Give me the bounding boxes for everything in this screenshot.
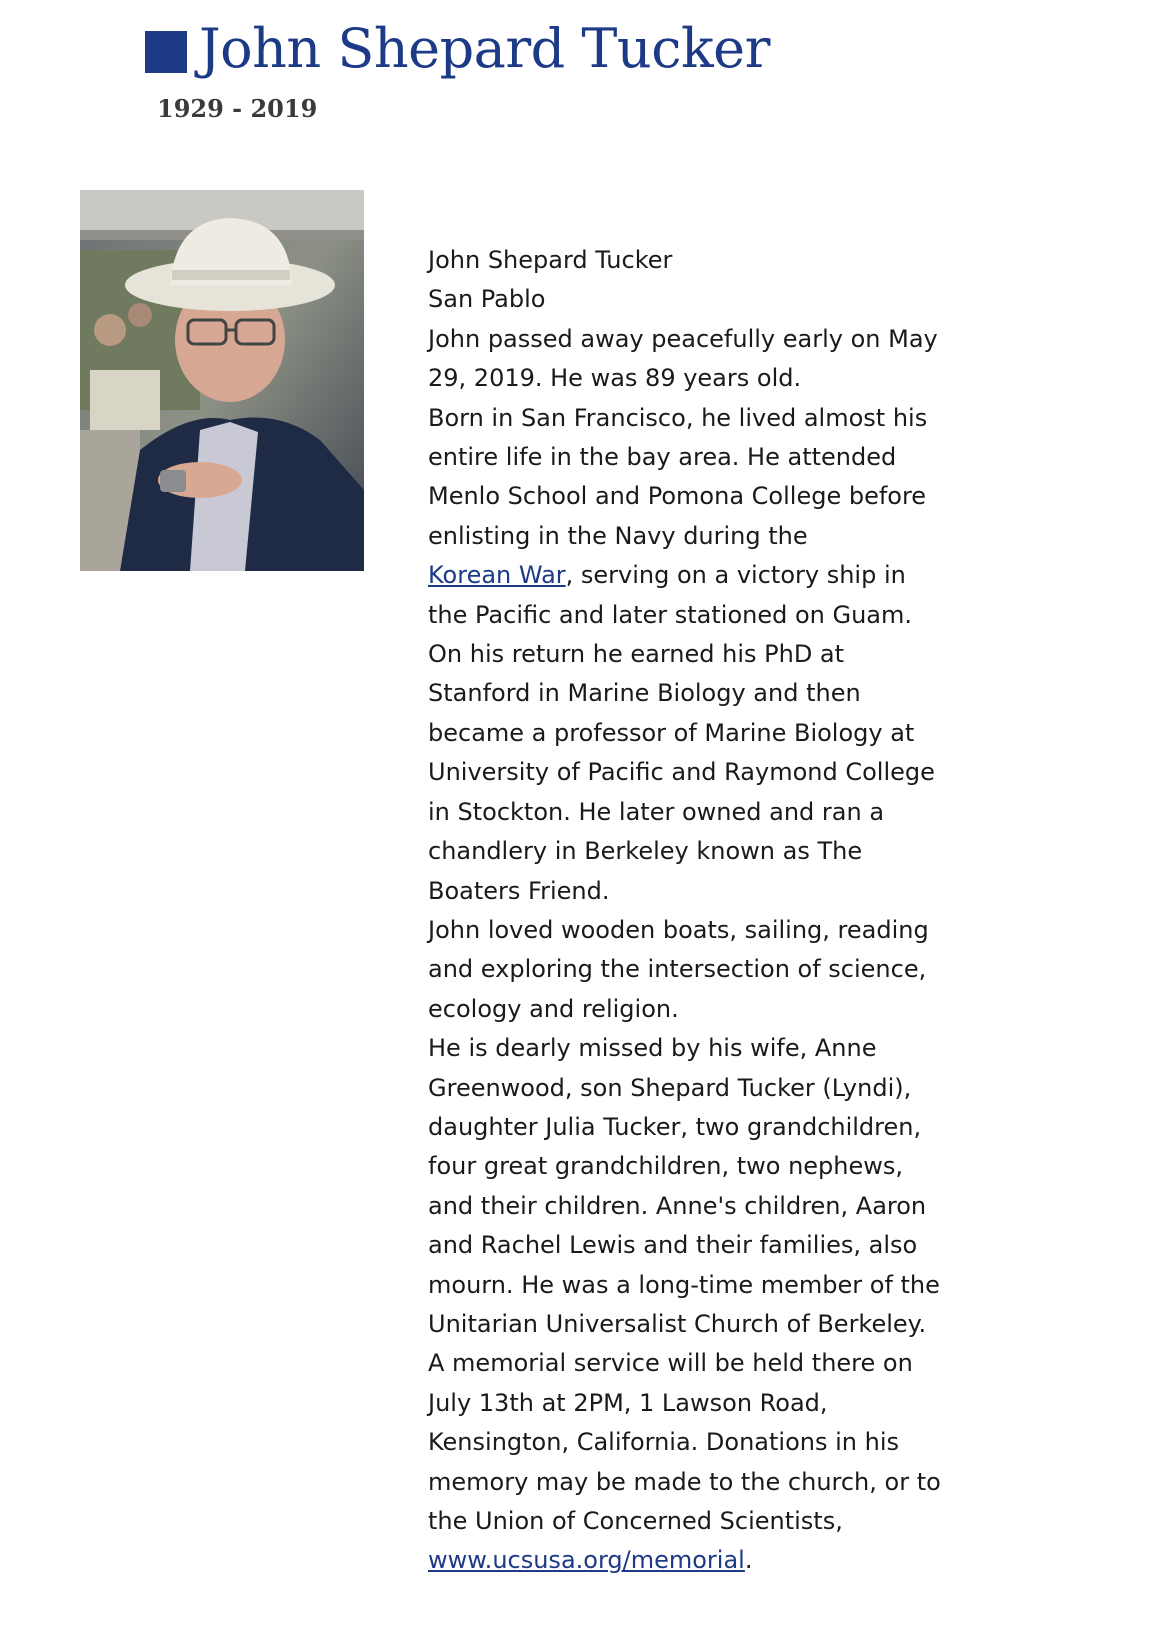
text-fragment: .: [744, 1546, 753, 1575]
portrait-photo-icon: [80, 190, 364, 571]
obituary-text: [428, 241, 968, 1581]
text-line: July 13th at 2PM, 1 Lawson Road,: [428, 1388, 828, 1417]
text-line: Greenwood, son Shepard Tucker (Lyndi),: [428, 1073, 912, 1102]
portrait-photo: [80, 190, 364, 571]
text-line: Unitarian Universalist Church of Berkeley.: [428, 1309, 927, 1338]
text-line: enlisting in the Navy during the: [428, 521, 808, 550]
text-line: mourn. He was a long-time member of the: [428, 1270, 940, 1299]
text-line: four great grandchildren, two nephews,: [428, 1152, 904, 1181]
text-line: [428, 556, 968, 595]
title-row: [145, 18, 770, 80]
text-line: John passed away peacefully early on May: [428, 324, 938, 353]
text-line: Boaters Friend.: [428, 876, 610, 905]
text-line: entire life in the bay area. He attended: [428, 443, 897, 472]
text-line: San Pablo: [428, 285, 546, 314]
text-line: Stanford in Marine Biology and then: [428, 679, 861, 708]
text-line: University of Pacific and Raymond College: [428, 758, 935, 787]
text-line: A memorial service will be held there on: [428, 1349, 913, 1378]
memorial-link[interactable]: www.ucsusa.org/memorial: [428, 1546, 745, 1575]
text-line: in Stockton. He later owned and ran a: [428, 797, 885, 826]
page-title: John Shepard Tucker: [199, 17, 770, 80]
text-line: 29, 2019. He was 89 years old.: [428, 364, 802, 393]
title-square-icon: [145, 31, 187, 73]
text-line: and Rachel Lewis and their families, also: [428, 1231, 918, 1260]
text-line: and their children. Anne's children, Aaron: [428, 1191, 927, 1220]
text-line: Born in San Francisco, he lived almost his: [428, 403, 928, 432]
text-line: ecology and religion.: [428, 994, 679, 1023]
text-line: [428, 1541, 968, 1580]
life-dates: 1929 - 2019: [157, 94, 318, 123]
text-fragment: , serving on a victory ship in: [565, 561, 906, 590]
text-line: became a professor of Marine Biology at: [428, 718, 915, 747]
text-line: John loved wooden boats, sailing, reading: [428, 915, 929, 944]
text-line: the Pacific and later stationed on Guam.: [428, 600, 913, 629]
text-line: memory may be made to the church, or to: [428, 1467, 941, 1496]
text-line: the Union of Concerned Scientists,: [428, 1507, 843, 1535]
text-line: chandlery in Berkeley known as The: [428, 837, 863, 866]
text-line: He is dearly missed by his wife, Anne: [428, 1034, 877, 1063]
text-line: and exploring the intersection of science,: [428, 955, 927, 984]
obituary-header: [145, 18, 770, 123]
text-line: On his return he earned his PhD at: [428, 640, 845, 669]
text-line: Kensington, California. Donations in his: [428, 1428, 899, 1457]
korean-war-link[interactable]: Korean War: [428, 561, 566, 590]
text-line: Menlo School and Pomona College before: [428, 482, 927, 511]
text-line: John Shepard Tucker: [428, 246, 673, 274]
text-line: daughter Julia Tucker, two grandchildren,: [428, 1112, 922, 1141]
